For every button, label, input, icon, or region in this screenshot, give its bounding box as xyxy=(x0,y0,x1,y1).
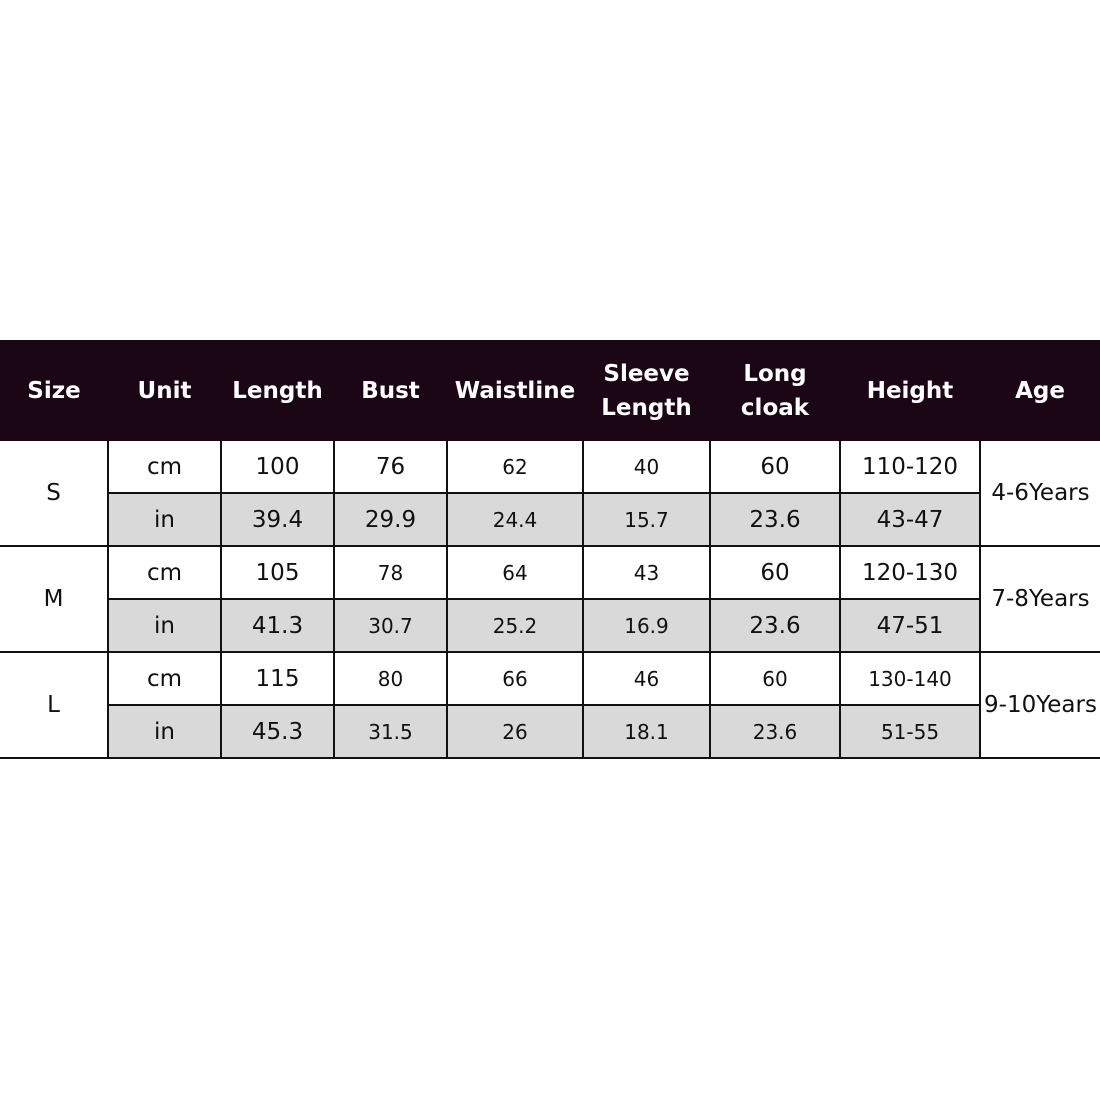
header-sleeve-length-line1: Sleeve xyxy=(603,360,690,387)
bust-cell: 80 xyxy=(334,652,447,705)
age-cell: 7-8Years xyxy=(980,546,1100,652)
bust-cell: 29.9 xyxy=(334,493,447,546)
long-cloak-cell: 60 xyxy=(710,441,840,493)
unit-cell: cm xyxy=(108,441,221,493)
unit-cell: cm xyxy=(108,546,221,599)
height-cell: 43-47 xyxy=(840,493,980,546)
bust-cell: 78 xyxy=(334,546,447,599)
waistline-cell: 64 xyxy=(447,546,583,599)
sleeve-length-cell: 15.7 xyxy=(583,493,710,546)
long-cloak-cell: 23.6 xyxy=(710,705,840,758)
sleeve-length-cell: 43 xyxy=(583,546,710,599)
size-cell: L xyxy=(0,652,108,758)
waistline-cell: 62 xyxy=(447,441,583,493)
long-cloak-cell: 60 xyxy=(710,652,840,705)
long-cloak-cell: 23.6 xyxy=(710,599,840,652)
sleeve-length-cell: 40 xyxy=(583,441,710,493)
header-long-cloak-line1: Long xyxy=(743,360,807,387)
long-cloak-cell: 23.6 xyxy=(710,493,840,546)
bust-cell: 30.7 xyxy=(334,599,447,652)
height-cell: 130-140 xyxy=(840,652,980,705)
header-length: Length xyxy=(221,340,334,441)
long-cloak-cell: 60 xyxy=(710,546,840,599)
header-waistline: Waistline xyxy=(447,340,583,441)
height-cell: 47-51 xyxy=(840,599,980,652)
unit-cell: in xyxy=(108,599,221,652)
table-row xyxy=(0,493,1100,546)
sleeve-length-cell: 16.9 xyxy=(583,599,710,652)
header-sleeve-length xyxy=(583,340,710,441)
length-cell: 45.3 xyxy=(221,705,334,758)
length-cell: 105 xyxy=(221,546,334,599)
unit-cell: cm xyxy=(108,652,221,705)
header-height: Height xyxy=(840,340,980,441)
header-bust: Bust xyxy=(334,340,447,441)
waistline-cell: 25.2 xyxy=(447,599,583,652)
bust-cell: 76 xyxy=(334,441,447,493)
length-cell: 115 xyxy=(221,652,334,705)
height-cell: 51-55 xyxy=(840,705,980,758)
length-cell: 100 xyxy=(221,441,334,493)
sleeve-length-cell: 18.1 xyxy=(583,705,710,758)
table-row xyxy=(0,705,1100,758)
size-cell: S xyxy=(0,441,108,546)
header-row xyxy=(0,340,1100,441)
sleeve-length-cell: 46 xyxy=(583,652,710,705)
waistline-cell: 24.4 xyxy=(447,493,583,546)
table-row xyxy=(0,546,1100,599)
table-row xyxy=(0,441,1100,493)
waistline-cell: 66 xyxy=(447,652,583,705)
waistline-cell: 26 xyxy=(447,705,583,758)
table-row xyxy=(0,652,1100,705)
header-long-cloak xyxy=(710,340,840,441)
table-row xyxy=(0,599,1100,652)
height-cell: 120-130 xyxy=(840,546,980,599)
header-age: Age xyxy=(980,340,1100,441)
length-cell: 41.3 xyxy=(221,599,334,652)
length-cell: 39.4 xyxy=(221,493,334,546)
header-size: Size xyxy=(0,340,108,441)
size-chart-table xyxy=(0,340,1100,759)
unit-cell: in xyxy=(108,705,221,758)
size-cell: M xyxy=(0,546,108,652)
height-cell: 110-120 xyxy=(840,441,980,493)
unit-cell: in xyxy=(108,493,221,546)
bust-cell: 31.5 xyxy=(334,705,447,758)
header-sleeve-length-line2: Length xyxy=(601,394,692,421)
header-unit: Unit xyxy=(108,340,221,441)
age-cell: 4-6Years xyxy=(980,441,1100,546)
header-long-cloak-line2: cloak xyxy=(740,394,810,421)
age-cell: 9-10Years xyxy=(980,652,1100,758)
